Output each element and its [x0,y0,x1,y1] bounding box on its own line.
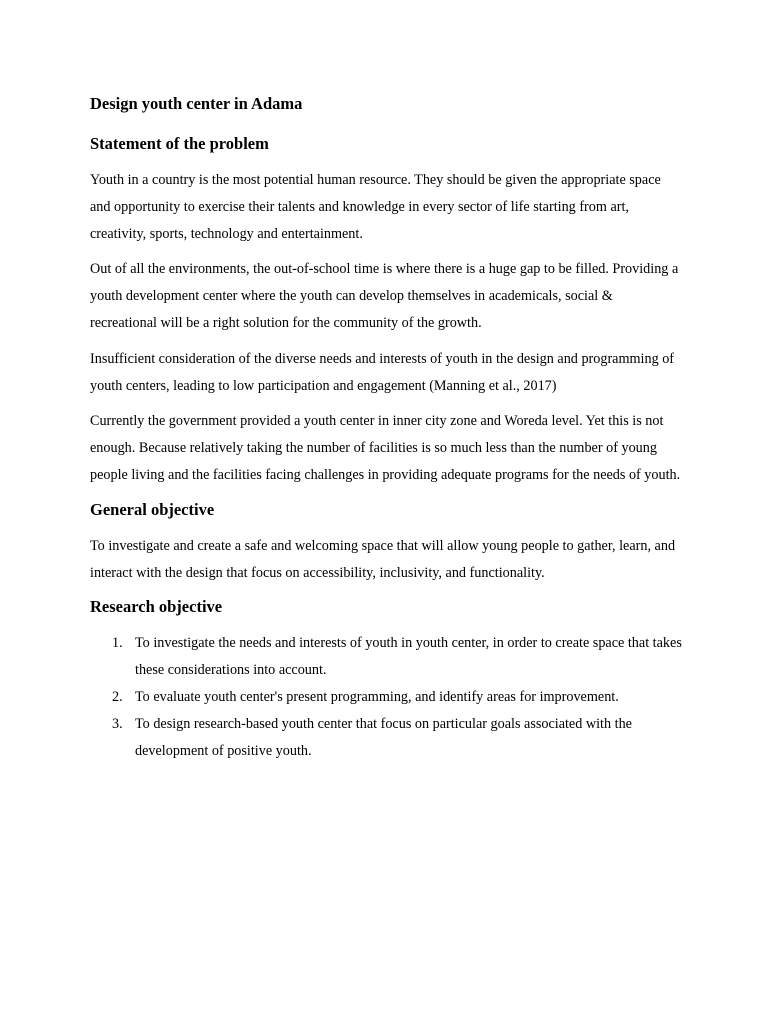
list-item-number: 1. [112,635,123,652]
list-item-text: To investigate the needs and interests of youth in youth center, in order to create space that takes these considerations into account. [135,635,682,679]
list-item-text: To evaluate youth center's present programming, and identify areas for improvement. [135,688,619,705]
list-item [90,630,682,684]
problem-paragraph: Insufficient consideration of the diverse needs and interests of youth in the design and programming of youth centers, leading to low participation and engagement (Manning et al., 2017) [90,350,675,394]
problem-statement-section [90,132,682,489]
research-objective-heading: Research objective [90,597,223,617]
research-objective-section [90,595,682,764]
document-title: Design youth center in Adama [90,94,303,113]
general-objective-paragraph: To investigate and create a safe and welcoming space that will allow young people to gather, learn, and interact with the design that focus on accessibility, inclusivity, and functionality. [90,537,676,581]
problem-statement-heading: Statement of the problem [90,134,269,153]
general-objective-section [90,498,682,587]
document-body [90,92,682,764]
research-objective-list [90,630,682,764]
problem-paragraph: Out of all the environments, the out-of-school time is where there is a huge gap to be filled. Providing a youth development center where the youth can develop themselves in academicals, social & recreational will be a right solution for the community of the growth. [90,261,679,331]
list-item [90,711,682,765]
list-item-text: To design research-based youth center that focus on particular goals associated with the development of positive youth. [135,715,632,759]
list-item-number: 3. [112,715,123,732]
list-item [90,684,682,711]
problem-paragraph: Youth in a country is the most potential human resource. They should be given the appropriate space and opportunity to exercise their talents and knowledge in every sector of life starting from art, creativity, sports, technology and entertainment. [90,172,661,242]
problem-paragraph: Currently the government provided a youth center in inner city zone and Woreda level. Yet this is not enough. Because relatively taking the number of facilities is so much less than the number of young people living and the facilities facing challenges in providing adequate programs for the needs of youth. [90,413,681,483]
list-item-number: 2. [112,688,123,705]
general-objective-heading: General objective [90,499,215,519]
